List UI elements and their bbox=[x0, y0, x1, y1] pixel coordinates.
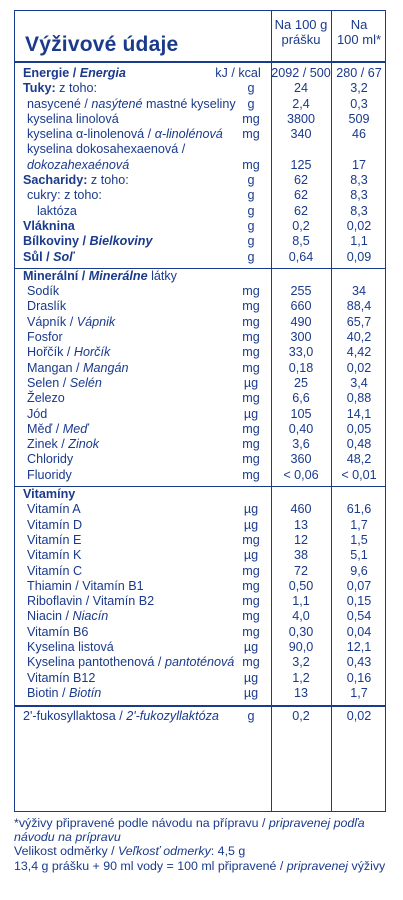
table-row bbox=[15, 502, 385, 517]
nutrient-name: kyselina dokosahexaenová / bbox=[27, 142, 186, 157]
nutrient-name: Vitamín B12 bbox=[27, 670, 96, 685]
nutrient-unit: mg bbox=[242, 284, 260, 299]
value-per-100ml: 88,4 bbox=[346, 299, 372, 314]
nutrient-name: kyselina linolová bbox=[27, 111, 119, 126]
footnote-text: Veľkosť odmerky bbox=[117, 844, 211, 859]
nutrient-name: Železo bbox=[27, 391, 65, 406]
value-per-100ml: 0,09 bbox=[346, 249, 372, 264]
value-per-100ml: 1,7 bbox=[350, 685, 368, 700]
value-per-100g: 660 bbox=[290, 299, 312, 314]
nutrient-unit: mg bbox=[242, 330, 260, 345]
nutrient-unit: mg bbox=[242, 437, 260, 452]
table-row bbox=[15, 640, 385, 655]
nutrient-name: Mangan / Mangán bbox=[27, 360, 129, 375]
value-per-100g: 0,2 bbox=[292, 218, 310, 233]
nutrient-unit: mg bbox=[242, 655, 260, 670]
value-per-100g: 0,18 bbox=[288, 360, 314, 375]
nutrient-name: Biotin / Biotín bbox=[27, 685, 102, 700]
table-row bbox=[15, 437, 385, 452]
value-per-100g: 33,0 bbox=[288, 345, 314, 360]
nutrient-name: Kyselina pantothenová / pantoténová bbox=[27, 655, 235, 670]
nutrient-unit: g bbox=[247, 173, 255, 188]
value-per-100g: 0,40 bbox=[288, 421, 314, 436]
nutrient-name: Vitamín D bbox=[27, 517, 83, 532]
value-per-100ml: 40,2 bbox=[346, 330, 372, 345]
nutrient-name: Chloridy bbox=[27, 452, 74, 467]
nutrient-name: Niacin / Niacín bbox=[27, 609, 109, 624]
nutrient-unit: g bbox=[247, 81, 255, 96]
value-per-100ml: 61,6 bbox=[346, 502, 372, 517]
nutrient-unit: g bbox=[247, 188, 255, 203]
table-row bbox=[15, 518, 385, 533]
nutrient-name: Sacharidy: z toho: bbox=[23, 173, 129, 188]
table-row bbox=[15, 609, 385, 624]
value-per-100g: 13 bbox=[293, 685, 308, 700]
value-per-100g: 125 bbox=[290, 157, 312, 172]
nutrient-unit: mg bbox=[242, 299, 260, 314]
nutrient-name: Thiamin / Vitamín B1 bbox=[27, 578, 144, 593]
value-per-100ml: 0,54 bbox=[346, 609, 372, 624]
nutrient-name: Sodík bbox=[27, 284, 60, 299]
nutrient-unit: g bbox=[247, 96, 255, 111]
table-row bbox=[15, 625, 385, 640]
value-per-100g: 1,2 bbox=[292, 670, 310, 685]
table-row bbox=[15, 594, 385, 609]
nutrient-unit: mg bbox=[242, 467, 260, 482]
footnote-text: výživy bbox=[348, 858, 386, 873]
footnote-text: : 4,5 g bbox=[210, 844, 246, 859]
value-per-100ml: 1,1 bbox=[350, 234, 368, 249]
nutrient-unit: mg bbox=[242, 360, 260, 375]
table-row bbox=[15, 468, 385, 483]
column-header-line: Na bbox=[350, 17, 368, 32]
nutrient-name: Vitamín A bbox=[27, 502, 81, 517]
value-per-100g: 1,1 bbox=[292, 594, 310, 609]
value-per-100ml: 0,88 bbox=[346, 391, 372, 406]
nutrient-unit: mg bbox=[242, 314, 260, 329]
value-per-100ml: 8,3 bbox=[350, 173, 368, 188]
value-per-100g: 0,50 bbox=[288, 578, 314, 593]
table-row bbox=[15, 533, 385, 548]
table-row bbox=[15, 299, 385, 314]
value-per-100g: 3,2 bbox=[292, 655, 310, 670]
table-row bbox=[15, 705, 385, 724]
table-row bbox=[15, 345, 385, 360]
table-row bbox=[15, 452, 385, 467]
value-per-100ml: 0,05 bbox=[346, 421, 372, 436]
value-per-100ml: 3,4 bbox=[350, 375, 368, 390]
value-per-100g: 300 bbox=[290, 330, 312, 345]
value-per-100ml: 509 bbox=[348, 111, 370, 126]
nutrient-unit: mg bbox=[242, 578, 260, 593]
value-per-100g: 0,64 bbox=[288, 249, 314, 264]
value-per-100ml: 0,04 bbox=[346, 624, 372, 639]
nutrient-name: Fosfor bbox=[27, 330, 63, 345]
value-per-100g: 13 bbox=[293, 517, 308, 532]
value-per-100g: 2092 / 500 bbox=[271, 66, 331, 80]
table-row bbox=[15, 361, 385, 376]
value-per-100ml: 1,7 bbox=[350, 517, 368, 532]
table-row bbox=[15, 97, 385, 112]
value-per-100g: 2,4 bbox=[292, 96, 310, 111]
value-per-100g: 6,6 bbox=[292, 391, 310, 406]
nutrient-name: Zinek / Zinok bbox=[27, 437, 100, 452]
nutrient-name: Tuky: z toho: bbox=[23, 81, 97, 96]
value-per-100g: 460 bbox=[290, 502, 312, 517]
table-row bbox=[15, 188, 385, 203]
value-per-100ml: 1,5 bbox=[350, 532, 368, 547]
value-per-100ml: 280 / 67 bbox=[336, 66, 382, 80]
nutrient-unit: µg bbox=[243, 502, 259, 517]
value-per-100g: 25 bbox=[293, 375, 308, 390]
table-row bbox=[15, 548, 385, 563]
value-per-100g: 62 bbox=[293, 173, 308, 188]
value-per-100g: 90,0 bbox=[288, 639, 314, 654]
nutrient-name: Sůl / Soľ bbox=[23, 249, 75, 264]
table-row bbox=[15, 422, 385, 437]
nutrient-unit: µg bbox=[243, 406, 259, 421]
value-per-100ml: 9,6 bbox=[350, 563, 368, 578]
value-per-100ml: 0,16 bbox=[346, 670, 372, 685]
table-row bbox=[15, 330, 385, 345]
table-row bbox=[15, 127, 385, 142]
value-per-100ml: 0,48 bbox=[346, 437, 372, 452]
table-row bbox=[15, 579, 385, 594]
table-row bbox=[15, 315, 385, 330]
table-row bbox=[15, 671, 385, 686]
footnote-text: pripravenej bbox=[286, 858, 349, 873]
nutrient-unit: mg bbox=[242, 609, 260, 624]
nutrient-name: Vitamíny bbox=[23, 487, 76, 502]
value-per-100ml: 48,2 bbox=[346, 452, 372, 467]
table-row bbox=[15, 391, 385, 406]
table-row bbox=[15, 112, 385, 127]
footnote-text: pripravenej podľa návodu na prípravu bbox=[14, 816, 365, 845]
value-per-100g: 0,30 bbox=[288, 624, 314, 639]
nutrient-name: Minerální / Minerálne látky bbox=[23, 268, 177, 283]
table-row bbox=[15, 66, 385, 81]
column-header-per-100ml bbox=[331, 17, 387, 47]
value-per-100g: 4,0 bbox=[292, 609, 310, 624]
nutrient-name: Vláknina bbox=[23, 218, 75, 233]
value-per-100g: 24 bbox=[293, 81, 308, 96]
value-per-100g: 8,5 bbox=[292, 234, 310, 249]
nutrient-unit: g bbox=[247, 234, 255, 249]
value-per-100g: 255 bbox=[290, 284, 312, 299]
nutrient-unit: mg bbox=[242, 111, 260, 126]
table-row bbox=[15, 219, 385, 234]
nutrient-unit: g bbox=[247, 249, 255, 264]
nutrient-unit: mg bbox=[242, 127, 260, 142]
nutrient-name: Bílkoviny / Bielkoviny bbox=[23, 234, 153, 249]
value-per-100ml: 5,1 bbox=[350, 548, 368, 563]
nutrient-unit: µg bbox=[243, 375, 259, 390]
column-header-line: prášku bbox=[281, 32, 321, 47]
value-per-100ml: 8,3 bbox=[350, 188, 368, 203]
value-per-100ml: 0,3 bbox=[350, 96, 368, 111]
table-row bbox=[15, 655, 385, 670]
nutrient-unit: µg bbox=[243, 517, 259, 532]
value-per-100g: 72 bbox=[293, 563, 308, 578]
value-per-100g: 62 bbox=[293, 188, 308, 203]
value-per-100g: < 0,06 bbox=[283, 467, 319, 482]
footnote-text: *výživy připravené podle návodu na přípravu / bbox=[14, 816, 269, 830]
value-per-100ml: 17 bbox=[351, 157, 366, 172]
value-per-100ml: 0,07 bbox=[346, 578, 372, 593]
nutrition-table bbox=[14, 10, 386, 812]
nutrient-unit: g bbox=[247, 709, 255, 724]
value-per-100g: 12 bbox=[293, 532, 308, 547]
value-per-100ml: 12,1 bbox=[346, 639, 372, 654]
value-per-100ml: 0,02 bbox=[346, 360, 372, 375]
value-per-100ml: < 0,01 bbox=[341, 467, 377, 482]
nutrient-name: Jód bbox=[27, 406, 48, 421]
footnote-text: 13,4 g prášku + 90 ml vody = 100 ml připravené / bbox=[14, 858, 287, 873]
table-row bbox=[15, 268, 385, 284]
value-per-100ml: 34 bbox=[351, 284, 366, 299]
value-per-100ml: 0,43 bbox=[346, 655, 372, 670]
nutrient-unit: µg bbox=[243, 548, 259, 563]
nutrient-unit: mg bbox=[242, 563, 260, 578]
nutrient-unit: µg bbox=[243, 639, 259, 654]
value-per-100ml: 4,42 bbox=[346, 345, 372, 360]
nutrient-unit: g bbox=[247, 218, 255, 233]
nutrient-name: Energie / Energia bbox=[23, 66, 126, 80]
table-row bbox=[15, 376, 385, 391]
value-per-100ml: 3,2 bbox=[350, 81, 368, 96]
footnote-line bbox=[14, 859, 394, 873]
value-per-100g: 0,2 bbox=[292, 709, 310, 724]
value-per-100g: 62 bbox=[293, 203, 308, 218]
nutrient-name: nasycené / nasýtené mastné kyseliny bbox=[27, 96, 236, 111]
table-row bbox=[15, 234, 385, 249]
nutrient-name: kyselina α-linolenová / α-linolénová bbox=[27, 127, 223, 142]
nutrient-unit: mg bbox=[242, 452, 260, 467]
value-per-100g: 3800 bbox=[286, 111, 316, 126]
nutrient-unit: mg bbox=[242, 345, 260, 360]
table-row bbox=[15, 173, 385, 188]
table-row bbox=[15, 250, 385, 265]
nutrient-unit: µg bbox=[243, 685, 259, 700]
value-per-100g: 105 bbox=[290, 406, 312, 421]
footnote bbox=[14, 816, 394, 873]
footnote-line bbox=[14, 844, 394, 858]
nutrient-name: 2'-fukosyllaktosa / 2'-fukozyllaktóza bbox=[23, 709, 219, 724]
nutrient-name: Fluoridy bbox=[27, 467, 72, 482]
nutrient-unit: mg bbox=[242, 594, 260, 609]
nutrient-unit: kJ / kcal bbox=[215, 66, 261, 80]
value-per-100ml: 0,02 bbox=[346, 218, 372, 233]
footnote-line bbox=[14, 816, 394, 844]
nutrient-name: Draslík bbox=[27, 299, 67, 314]
nutrient-name: Riboflavin / Vitamín B2 bbox=[27, 594, 155, 609]
value-per-100ml: 0,15 bbox=[346, 594, 372, 609]
nutrient-name: Vitamín K bbox=[27, 548, 82, 563]
table-row bbox=[15, 686, 385, 701]
nutrient-name: Vitamín C bbox=[27, 563, 83, 578]
nutrient-unit: mg bbox=[242, 391, 260, 406]
nutrient-unit: mg bbox=[242, 532, 260, 547]
value-per-100ml: 8,3 bbox=[350, 203, 368, 218]
nutrient-unit: mg bbox=[242, 421, 260, 436]
table-title: Výživové údaje bbox=[25, 33, 179, 56]
column-header-line: Na 100 g bbox=[274, 17, 328, 32]
table-row bbox=[15, 204, 385, 219]
table-row bbox=[15, 486, 385, 502]
nutrient-name: cukry: z toho: bbox=[27, 188, 102, 203]
table-row bbox=[15, 81, 385, 96]
nutrient-unit: g bbox=[247, 203, 255, 218]
table-row bbox=[15, 158, 385, 173]
value-per-100ml: 14,1 bbox=[346, 406, 372, 421]
value-per-100ml: 0,02 bbox=[346, 709, 372, 724]
value-per-100ml: 65,7 bbox=[346, 314, 372, 329]
value-per-100ml: 46 bbox=[351, 127, 366, 142]
nutrient-name: laktóza bbox=[37, 203, 77, 218]
table-row bbox=[15, 284, 385, 299]
nutrient-name: Vitamín E bbox=[27, 532, 82, 547]
nutrient-name: Hořčík / Horčík bbox=[27, 345, 111, 360]
table-row bbox=[15, 407, 385, 422]
nutrient-name: Měď / Meď bbox=[27, 421, 89, 436]
nutrient-unit: mg bbox=[242, 157, 260, 172]
table-row bbox=[15, 564, 385, 579]
table-header bbox=[15, 11, 385, 63]
table-row bbox=[15, 142, 385, 157]
nutrient-rows bbox=[15, 66, 385, 724]
column-header-line: 100 ml* bbox=[336, 32, 382, 47]
footnote-text: Velikost odměrky / bbox=[14, 844, 118, 859]
nutrient-name: Selen / Selén bbox=[27, 375, 102, 390]
value-per-100g: 38 bbox=[293, 548, 308, 563]
value-per-100g: 3,6 bbox=[292, 437, 310, 452]
nutrient-unit: mg bbox=[242, 624, 260, 639]
value-per-100g: 360 bbox=[290, 452, 312, 467]
nutrient-name: Vitamín B6 bbox=[27, 624, 89, 639]
nutrient-unit: µg bbox=[243, 670, 259, 685]
value-per-100g: 340 bbox=[290, 127, 312, 142]
nutrient-name: dokozahexaénová bbox=[27, 157, 130, 172]
nutrient-name: Kyselina listová bbox=[27, 639, 114, 654]
nutrient-name: Vápník / Vápnik bbox=[27, 314, 116, 329]
value-per-100g: 490 bbox=[290, 314, 312, 329]
column-header-per-100g bbox=[271, 17, 331, 47]
